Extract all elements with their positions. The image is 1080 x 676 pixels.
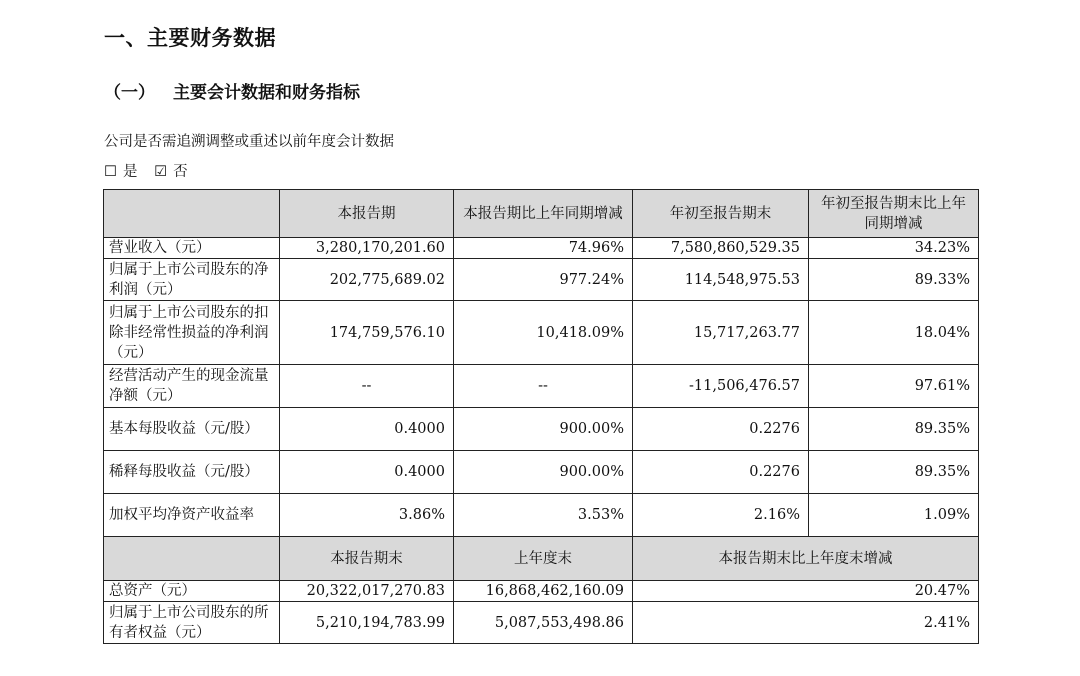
header-cell: 年初至报告期末比上年同期增减 [809,190,979,238]
table-row [104,494,979,537]
table-cell: 20.47% [633,581,979,602]
restatement-question: 公司是否需追溯调整或重述以前年度会计数据 [104,134,394,150]
table-cell: 900.00% [454,451,633,494]
unchecked-box-icon: ☐ [104,164,117,180]
table-cell: 3,280,170,201.60 [280,238,454,259]
subsection-heading [104,78,360,103]
table-cell: 3.86% [280,494,454,537]
table-header-row [104,537,979,581]
table-cell: 34.23% [809,238,979,259]
option-yes-label: 是 [123,164,138,180]
table-cell: 0.2276 [633,451,809,494]
row-label: 稀释每股收益（元/股） [104,451,280,494]
table-cell: 0.4000 [280,451,454,494]
row-label: 归属于上市公司股东的扣除非经常性损益的净利润（元） [104,301,280,365]
table-row [104,365,979,408]
row-label: 归属于上市公司股东的所有者权益（元） [104,602,280,644]
table-cell: 2.41% [633,602,979,644]
subsection-number: （一） [104,83,155,103]
table-cell: 20,322,017,270.83 [280,581,454,602]
table-cell: 16,868,462,160.09 [454,581,633,602]
table-cell: 2.16% [633,494,809,537]
table-cell: 0.4000 [280,408,454,451]
row-label: 经营活动产生的现金流量净额（元） [104,365,280,408]
table-cell: 174,759,576.10 [280,301,454,365]
option-no [154,164,194,180]
option-no-label: 否 [173,164,188,180]
table-cell: -11,506,476.57 [633,365,809,408]
header-cell [104,537,280,581]
table-row [104,602,979,644]
header-cell [104,190,280,238]
table-cell: 89.35% [809,451,979,494]
option-yes [104,164,144,180]
header-cell: 本报告期比上年同期增减 [454,190,633,238]
table-cell: 3.53% [454,494,633,537]
section-heading: 一、主要财务数据 [104,26,276,50]
table-row [104,301,979,365]
table-cell: 5,087,553,498.86 [454,602,633,644]
table-row [104,581,979,602]
table-cell: 10,418.09% [454,301,633,365]
header-cell: 本报告期 [280,190,454,238]
table-cell: 5,210,194,783.99 [280,602,454,644]
table-cell: 97.61% [809,365,979,408]
table-cell: 202,775,689.02 [280,259,454,301]
row-label: 加权平均净资产收益率 [104,494,280,537]
financial-data-table [103,189,979,644]
row-label: 总资产（元） [104,581,280,602]
subsection-title: 主要会计数据和财务指标 [173,83,360,103]
header-cell: 年初至报告期末 [633,190,809,238]
table-row [104,238,979,259]
checked-box-icon: ☑ [154,164,168,180]
row-label: 基本每股收益（元/股） [104,408,280,451]
table-cell: -- [454,365,633,408]
table-cell: 114,548,975.53 [633,259,809,301]
table-cell: 7,580,860,529.35 [633,238,809,259]
table-cell: 15,717,263.77 [633,301,809,365]
table-row [104,451,979,494]
table-cell: 1.09% [809,494,979,537]
table-cell: 900.00% [454,408,633,451]
restatement-options [104,160,200,181]
table-row [104,259,979,301]
header-cell: 上年度末 [454,537,633,581]
header-cell: 本报告期末比上年度末增减 [633,537,979,581]
table-cell: 977.24% [454,259,633,301]
header-cell: 本报告期末 [280,537,454,581]
table-row [104,408,979,451]
table-header-row [104,190,979,238]
table-cell: 74.96% [454,238,633,259]
table-cell: -- [280,365,454,408]
row-label: 营业收入（元） [104,238,280,259]
table-cell: 18.04% [809,301,979,365]
table-cell: 89.35% [809,408,979,451]
row-label: 归属于上市公司股东的净利润（元） [104,259,280,301]
table-cell: 89.33% [809,259,979,301]
table-cell: 0.2276 [633,408,809,451]
